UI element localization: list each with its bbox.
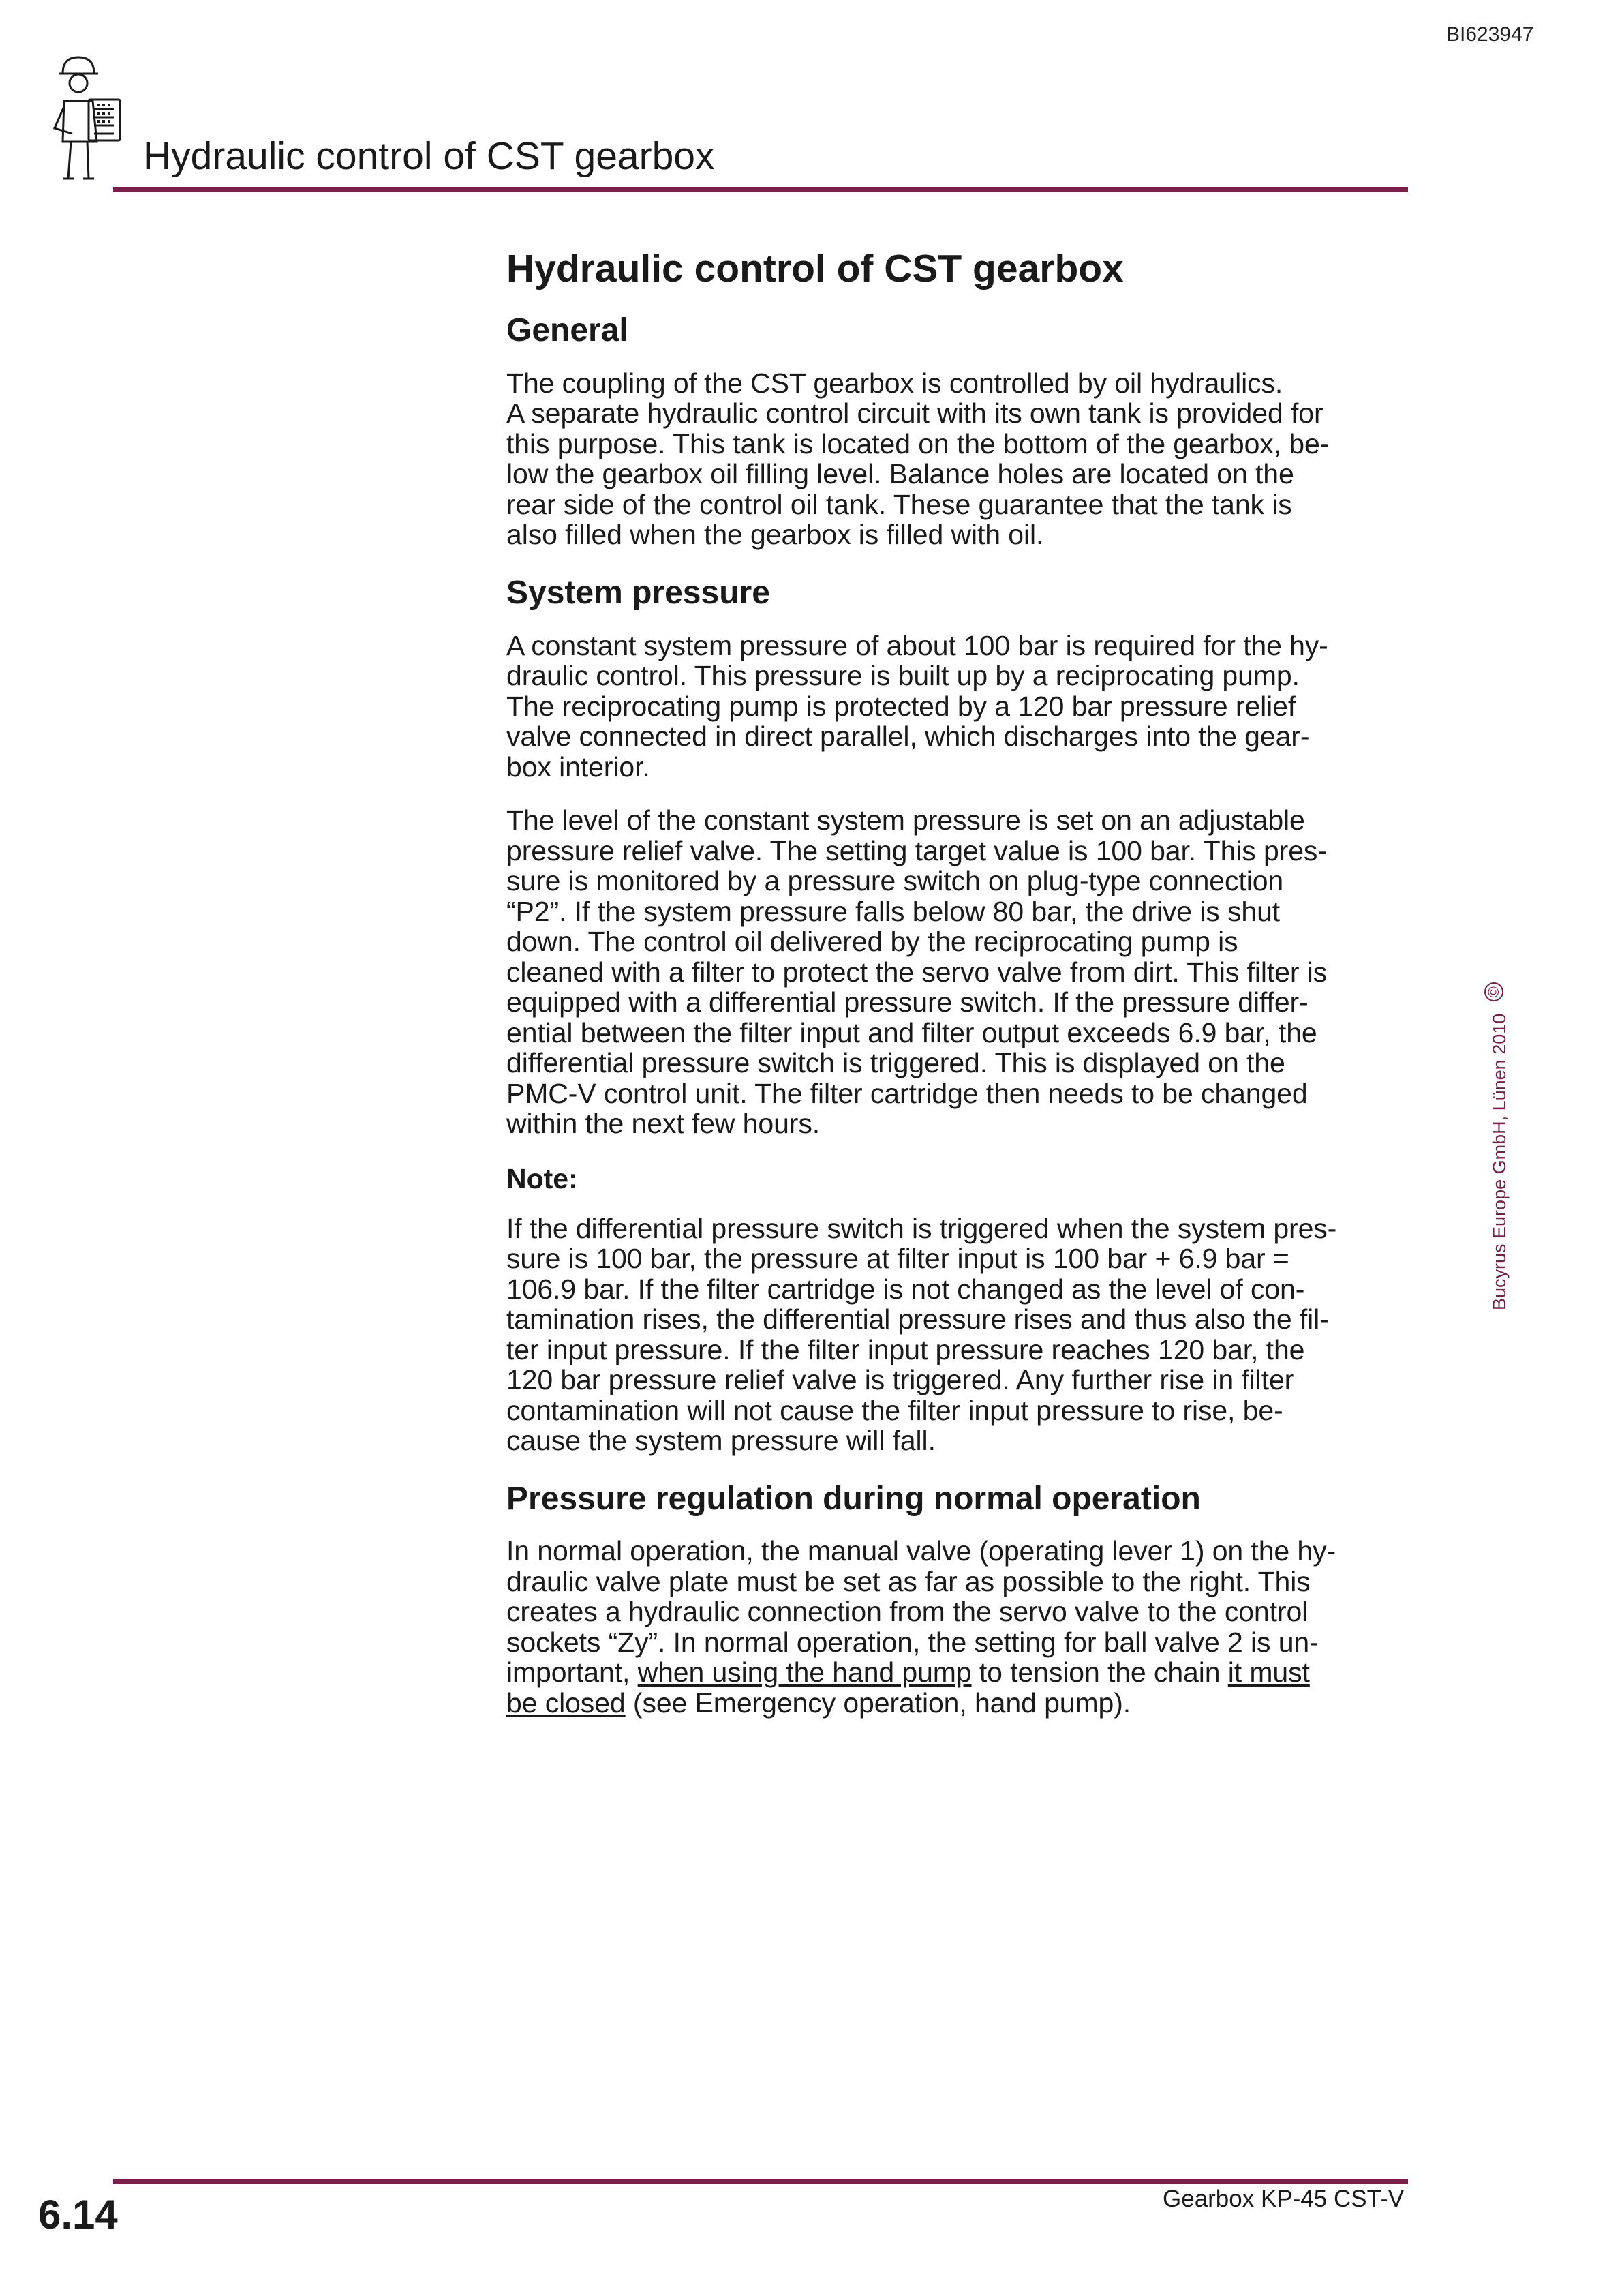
text-line: creates a hydraulic connection from the servo valve to the control	[506, 1596, 1309, 1628]
text-line: “P2”. If the system pressure falls below 80 bar, the drive is shut	[506, 895, 1281, 927]
text-line: contamination will not cause the filter input pressure to rise, be-	[506, 1394, 1283, 1426]
text-line: sure is 100 bar, the pressure at filter input is 100 bar + 6.9 bar =	[506, 1243, 1289, 1275]
underlined-text: be closed	[506, 1687, 626, 1719]
text-line: 106.9 bar. If the filter cartridge is not changed as the level of con-	[506, 1273, 1305, 1305]
section-heading-pressure-regulation: Pressure regulation during normal operation	[506, 1480, 1201, 1517]
copyright-text: Bucyrus Europe GmbH, Lünen 2010	[1489, 1013, 1510, 1310]
text-line: sure is monitored by a pressure switch on plug-type connection	[506, 865, 1284, 897]
note-paragraph	[506, 1213, 1420, 1456]
text-line: ter input pressure. If the filter input pressure reaches 120 bar, the	[506, 1333, 1305, 1365]
text-line: sockets “Zy”. In normal operation, the setting for ball valve 2 is un-	[506, 1626, 1319, 1658]
text-line: ential between the filter input and filter output exceeds 6.9 bar, the	[506, 1016, 1317, 1048]
text-line: pressure relief valve. The setting target value is 100 bar. This pres-	[506, 834, 1327, 866]
text-segment: to tension the chain	[971, 1657, 1228, 1689]
text-line: The level of the constant system pressure is set on an adjustable	[506, 804, 1305, 836]
text-line: The coupling of the CST gearbox is controlled by oil hydraulics.	[506, 367, 1283, 399]
footer-rule	[113, 2179, 1408, 2184]
page-header-title: Hydraulic control of CST gearbox	[143, 134, 715, 178]
text-line: cleaned with a filter to protect the servo valve from dirt. This filter is	[506, 956, 1328, 988]
text-line: equipped with a differential pressure switch. If the pressure differ-	[506, 986, 1309, 1018]
text-line	[506, 1657, 1420, 1688]
text-line: A separate hydraulic control circuit with its own tank is provided for	[506, 397, 1323, 429]
text-line: draulic control. This pressure is built up by a reciprocating pump.	[506, 660, 1300, 692]
system-pressure-paragraph-2	[506, 805, 1420, 1139]
page-number: 6.14	[38, 2192, 118, 2237]
text-line: cause the system pressure will fall.	[506, 1425, 936, 1457]
note-label: Note:	[506, 1162, 578, 1194]
footer-title: Gearbox KP-45 CST-V	[1163, 2186, 1405, 2212]
text-line: differential pressure switch is triggered. This is displayed on the	[506, 1047, 1285, 1079]
underlined-text: it must	[1227, 1657, 1310, 1689]
text-segment: important,	[506, 1657, 638, 1689]
underlined-text: when using the hand pump	[637, 1657, 972, 1689]
text-line: If the differential pressure switch is triggered when the system pres-	[506, 1212, 1337, 1244]
text-line: 120 bar pressure relief valve is triggered. Any further rise in filter	[506, 1364, 1294, 1396]
text-line: draulic valve plate must be set as far as possible to the right. This	[506, 1565, 1311, 1597]
pressure-regulation-paragraph	[506, 1536, 1420, 1718]
text-segment: (see Emergency operation, hand pump).	[625, 1687, 1131, 1719]
text-line	[506, 1688, 1420, 1719]
text-line: valve connected in direct parallel, which discharges into the gear-	[506, 721, 1310, 753]
text-line: rear side of the control oil tank. These guarantee that the tank is	[506, 488, 1292, 520]
text-line: box interior.	[506, 751, 650, 783]
text-line: In normal operation, the manual valve (operating lever 1) on the hy-	[506, 1535, 1336, 1567]
text-line: this purpose. This tank is located on the bottom of the gearbox, be-	[506, 427, 1330, 459]
header-rule	[113, 187, 1408, 192]
text-line: tamination rises, the differential pressure rises and thus also the fil-	[506, 1303, 1329, 1335]
section-heading-general: General	[506, 312, 628, 349]
general-paragraph	[506, 368, 1420, 550]
text-line: within the next few hours.	[506, 1108, 821, 1140]
text-line: A constant system pressure of about 100 bar is required for the hy-	[506, 629, 1328, 661]
text-line: also filled when the gearbox is filled with oil.	[506, 519, 1044, 551]
page-title: Hydraulic control of CST gearbox	[506, 247, 1124, 290]
text-line: PMC-V control unit. The filter cartridge then needs to be changed	[506, 1077, 1308, 1109]
copyright-icon: ©	[1484, 982, 1503, 1001]
main-content	[506, 245, 1420, 1741]
document-id: BI623947	[1446, 23, 1534, 46]
text-line: The reciprocating pump is protected by a 120 bar pressure relief	[506, 690, 1296, 722]
section-heading-system-pressure: System pressure	[506, 574, 770, 611]
worker-with-clipboard-icon	[48, 53, 136, 183]
text-line: low the gearbox oil filling level. Balance holes are located on the	[506, 458, 1294, 490]
text-line: down. The control oil delivered by the reciprocating pump is	[506, 926, 1238, 958]
system-pressure-paragraph-1	[506, 631, 1420, 783]
copyright-notice	[1484, 982, 1510, 1310]
